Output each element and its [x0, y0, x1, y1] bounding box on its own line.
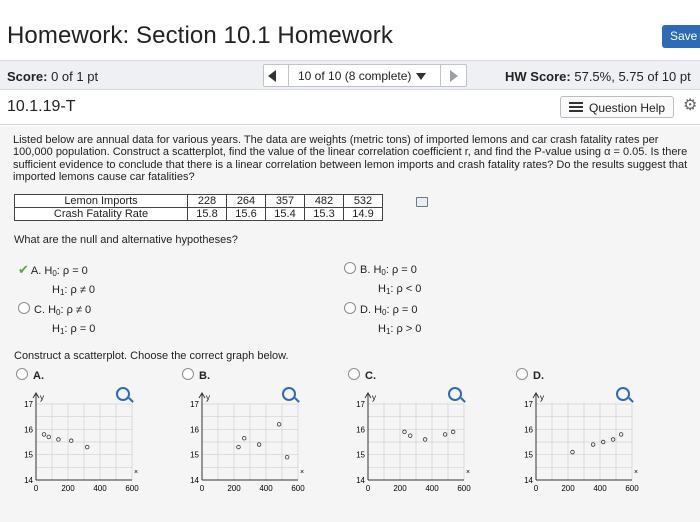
y-tick-label: 17: [356, 400, 365, 409]
scatterplot: [10, 388, 150, 508]
row-label: Lemon Imports: [15, 195, 188, 208]
data-point: [591, 443, 595, 447]
data-table: [14, 194, 383, 221]
graph-letter: B.: [199, 370, 210, 382]
radio-button[interactable]: [348, 368, 360, 380]
row-label: Crash Fatality Rate: [15, 208, 188, 221]
y-tick-label: 17: [24, 400, 33, 409]
table-cell: 482: [305, 195, 344, 208]
data-point: [408, 434, 412, 438]
y-tick-label: 14: [24, 476, 33, 485]
h1-text: $H_1$: ρ = 0: [52, 323, 96, 336]
data-point: [57, 438, 61, 442]
data-point: [423, 438, 427, 442]
x-tick-label: 400: [259, 484, 273, 493]
table-cell: 15.6: [227, 208, 266, 221]
question-content: [0, 126, 700, 522]
divider: [0, 124, 700, 125]
y-tick-label: 16: [356, 425, 365, 435]
data-point: [85, 445, 89, 449]
graph-option-c[interactable]: [348, 368, 376, 382]
table-row: [15, 208, 383, 221]
option-letter: A.: [30, 265, 42, 277]
save-button[interactable]: Save: [662, 25, 700, 48]
option-letter: B.: [360, 264, 371, 276]
x-tick-label: 0: [199, 484, 205, 493]
hw-score: HW Score: 57.5%, 5.75 of 10 pt: [505, 69, 691, 84]
x-tick-label: 200: [393, 484, 407, 493]
table-cell: 15.8: [188, 208, 227, 221]
x-tick-label: 0: [33, 484, 39, 493]
x-tick-label: 400: [425, 484, 439, 493]
pager-status[interactable]: 10 of 10 (8 complete): [298, 69, 412, 83]
y-tick-label: 16: [524, 425, 533, 435]
data-point: [47, 435, 51, 439]
scatterplot: [342, 388, 482, 508]
y-tick-label: 15: [190, 450, 199, 460]
x-tick-label: 0: [533, 484, 539, 493]
scatter-question: Construct a scatterplot. Choose the correct graph below.: [14, 350, 289, 362]
x-tick-label: 600: [457, 484, 471, 493]
menu-icon: [569, 102, 583, 112]
table-cell: 264: [227, 195, 266, 208]
y-axis-label: y: [540, 393, 544, 402]
x-tick-label: 600: [291, 484, 305, 493]
x-axis-arrow: ×: [300, 469, 305, 476]
h1-text: $H_1$: ρ < 0: [378, 283, 422, 296]
question-id: 10.1.19-T: [7, 98, 76, 115]
question-help-label: Question Help: [589, 101, 666, 115]
option-letter: C.: [34, 304, 45, 316]
table-cell: 15.4: [266, 208, 305, 221]
h1-text: $H_1$: ρ > 0: [378, 323, 422, 336]
h0-text: $H_0$: ρ ≠ 0: [48, 304, 92, 317]
y-axis-label: y: [206, 393, 210, 402]
h0-text: $H_0$: ρ = 0: [374, 304, 418, 317]
graph-option-d[interactable]: [516, 368, 544, 382]
page-title: Homework: Section 10.1 Homework: [7, 22, 393, 49]
score-bar: [0, 60, 700, 90]
problem-text: Listed below are annual data for various years. The data are weights (metric tons) of imported lemons and car crash fatality rates per 100,000 population. Construct a scatterplot, find the value of the linear correlation coefficient r, and find the P-value using α = 0.05. Is there sufficient evidence to conclude that there is a linear correlation between lemon imports and crash fatality rates? Do the results suggest that imported lemons cause car fatalities?: [13, 134, 688, 183]
y-axis-label: y: [372, 393, 376, 402]
graph-letter: A.: [33, 370, 44, 382]
question-help-button[interactable]: [560, 96, 674, 118]
data-point: [451, 430, 455, 434]
question-pager: [263, 64, 467, 87]
data-point: [443, 433, 447, 437]
x-axis-arrow: ×: [634, 469, 639, 476]
data-point: [242, 436, 246, 440]
graph-letter: D.: [533, 370, 544, 382]
hypothesis-option[interactable]: [18, 302, 95, 340]
data-point: [619, 433, 623, 437]
radio-button[interactable]: [16, 368, 28, 380]
x-tick-label: 600: [625, 484, 639, 493]
x-tick-label: 400: [593, 484, 607, 493]
x-tick-label: 200: [61, 484, 75, 493]
title-bar: [0, 0, 700, 58]
table-cell: 15.3: [305, 208, 344, 221]
x-axis-arrow: ×: [134, 469, 139, 476]
table-cell: 532: [344, 195, 383, 208]
radio-button[interactable]: [182, 368, 194, 380]
y-tick-label: 14: [524, 476, 533, 485]
y-axis-label: y: [40, 393, 44, 402]
x-axis-arrow: ×: [466, 469, 471, 476]
y-tick-label: 16: [24, 425, 33, 435]
hypothesis-option[interactable]: [344, 262, 421, 300]
data-point: [237, 445, 241, 449]
y-tick-label: 15: [356, 450, 365, 460]
x-tick-label: 0: [365, 484, 371, 493]
pager-divider: [440, 65, 441, 86]
radio-button[interactable]: [344, 262, 356, 274]
data-point: [571, 450, 575, 454]
y-tick-label: 15: [524, 450, 533, 460]
table-cell: 14.9: [344, 208, 383, 221]
radio-button[interactable]: [18, 302, 30, 314]
table-cell: 228: [188, 195, 227, 208]
checkmark-icon: ✔: [18, 262, 29, 277]
gear-icon[interactable]: ⚙: [683, 97, 698, 114]
hypothesis-option[interactable]: [18, 262, 95, 301]
table-cell: 357: [266, 195, 305, 208]
scatterplot: [176, 388, 316, 508]
hypothesis-option[interactable]: [344, 302, 421, 340]
y-tick-label: 14: [356, 476, 365, 485]
x-tick-label: 200: [561, 484, 575, 493]
graph-letter: C.: [365, 370, 376, 382]
pager-divider: [288, 65, 289, 86]
data-point: [285, 455, 289, 459]
radio-button[interactable]: [344, 302, 356, 314]
data-point: [42, 433, 46, 437]
y-tick-label: 17: [190, 400, 199, 409]
copy-table-icon[interactable]: [416, 197, 428, 207]
scatterplot: [510, 388, 650, 508]
h0-text: $H_0$: ρ = 0: [44, 265, 88, 278]
radio-button[interactable]: [516, 368, 528, 380]
prev-question-icon[interactable]: [268, 70, 276, 82]
data-point: [277, 422, 281, 426]
x-tick-label: 200: [227, 484, 241, 493]
graph-option-b[interactable]: [182, 368, 210, 382]
data-point: [403, 430, 407, 434]
option-letter: D.: [360, 304, 371, 316]
data-point: [257, 443, 261, 447]
y-tick-label: 17: [524, 400, 533, 409]
y-tick-label: 14: [190, 476, 199, 485]
data-point: [611, 438, 615, 442]
x-tick-label: 600: [125, 484, 139, 493]
y-tick-label: 15: [24, 450, 33, 460]
table-row: [15, 195, 383, 208]
chevron-down-icon[interactable]: [416, 73, 426, 80]
next-question-icon[interactable]: [450, 70, 458, 82]
graph-option-a[interactable]: [16, 368, 44, 382]
h0-text: $H_0$: ρ = 0: [373, 264, 417, 277]
y-tick-label: 16: [190, 425, 199, 435]
hypothesis-question: What are the null and alternative hypotheses?: [14, 234, 238, 246]
score: Score: 0 of 1 pt: [7, 69, 99, 84]
h1-text: $H_1$: ρ ≠ 0: [52, 284, 96, 297]
x-tick-label: 400: [93, 484, 107, 493]
